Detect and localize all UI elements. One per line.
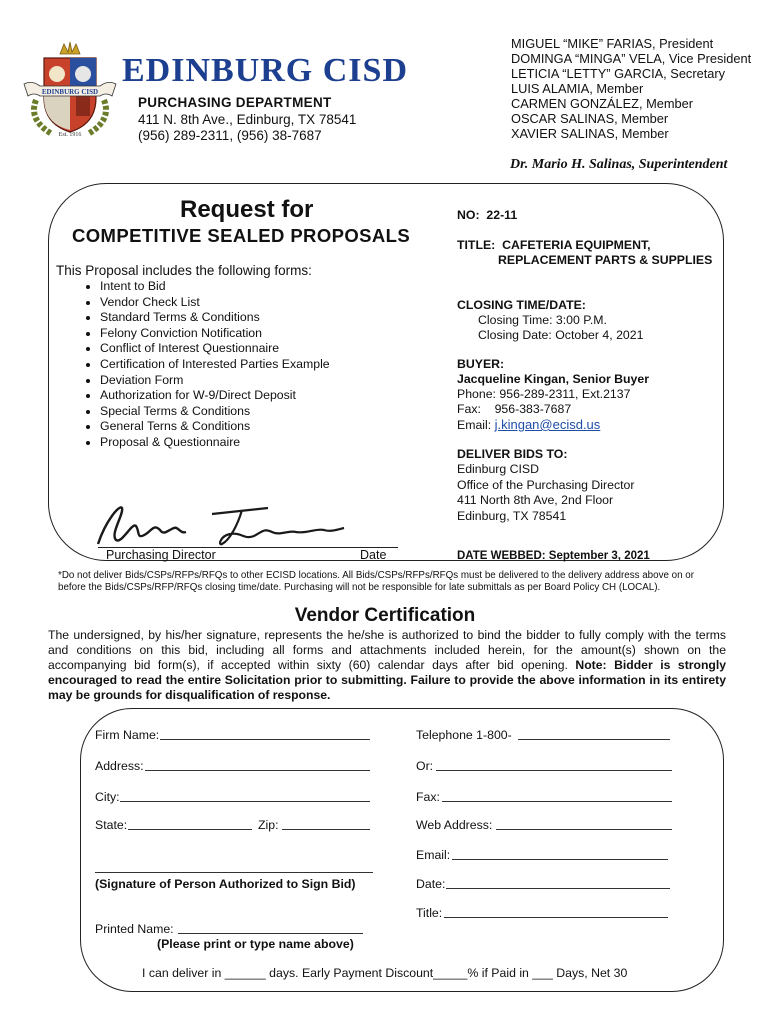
buyer-label: BUYER: <box>457 357 505 371</box>
fax-label: Fax: <box>416 790 440 804</box>
bid-title <box>457 238 651 254</box>
list-item: • Certification of Interested Parties Example <box>100 357 330 373</box>
buyer-email-row <box>457 417 600 434</box>
department-name: PURCHASING DEPARTMENT <box>138 95 332 110</box>
list-item: • Standard Terms & Conditions <box>100 310 330 326</box>
bid-title-label: TITLE: <box>457 238 496 252</box>
state-field[interactable] <box>128 829 252 830</box>
list-item: • Vendor Check List <box>100 295 330 311</box>
closing-label: CLOSING TIME/DATE: <box>457 298 586 312</box>
vendor-cert-note: Note: Bidder is strongly encouraged to read the entire Solicitation prior to submitting. Failure to provide the above information in its entirety may be grounds for disqualification of response. <box>48 658 727 702</box>
board-member: DOMINGA “MINGA” VELA, Vice President <box>511 51 752 66</box>
board-member: CARMEN GONZÁLEZ, Member <box>511 96 694 111</box>
deliver-line: Edinburg CISD <box>457 462 540 476</box>
forms-list <box>78 279 330 451</box>
telephone-field[interactable] <box>518 739 670 740</box>
board-members <box>511 36 761 141</box>
vendor-cert-body <box>48 628 726 703</box>
bid-title-line2: REPLACEMENT PARTS & SUPPLIES <box>498 253 713 267</box>
list-item: • Deviation Form <box>100 373 330 389</box>
buyer-phone: Phone: 956-289-2311, Ext.2137 <box>457 387 631 401</box>
zip-label: Zip: <box>258 818 279 832</box>
buyer-name: Jacqueline Kingan, Senior Buyer <box>457 372 650 386</box>
board-member: OSCAR SALINAS, Member <box>511 111 669 126</box>
web-address-label: Web Address: <box>416 818 493 832</box>
firm-name-label: Firm Name: <box>95 728 160 742</box>
superintendent: Dr. Mario H. Salinas, Superintendent <box>510 157 728 172</box>
board-member: LETICIA “LETTY” GARCIA, Secretary <box>511 66 726 81</box>
signature-label: (Signature of Person Authorized to Sign Bid) <box>95 877 356 891</box>
fax-field[interactable] <box>442 801 672 802</box>
request-title: Request for <box>180 196 314 223</box>
deliver-line: Edinburg, TX 78541 <box>457 508 567 523</box>
list-item: • Authorization for W-9/Direct Deposit <box>100 388 330 404</box>
city-label: City: <box>95 790 120 804</box>
list-item: • Intent to Bid <box>100 279 330 295</box>
buyer-email-link[interactable]: j.kingan@ecisd.us <box>494 417 601 432</box>
bid-number-label: NO: <box>457 208 480 222</box>
logo-est-text: Est. 1916 <box>58 132 82 138</box>
department-address <box>138 112 356 144</box>
includes-text: This Proposal includes the following forms: <box>56 263 312 278</box>
deliver-address <box>457 462 634 524</box>
list-item: • Proposal & Questionnaire <box>100 435 330 451</box>
address-label: Address: <box>95 759 144 773</box>
or-phone-field[interactable] <box>436 770 672 771</box>
zip-field[interactable] <box>282 829 370 830</box>
date-label: Date: <box>416 877 446 891</box>
delivery-disclaimer: *Do not deliver Bids/CSPs/RFPs/RFQs to other ECISD locations. All Bids/CSPs/RFPs/RFQs must be delivered to the delivery address above on or before the Bids/CSPs/RFP/RFQs closing time/date. Purchasing will not be responsible for late submittals as per Board Policy CH (LOCAL). <box>58 570 694 593</box>
phone-line: (956) 289-2311, (956) 38-7687 <box>138 128 322 143</box>
email-label: Email: <box>416 848 451 862</box>
list-item: • Conflict of Interest Questionnaire <box>100 341 330 357</box>
buyer-email-label: Email: <box>457 418 492 432</box>
board-member: XAVIER SALINAS, Member <box>511 126 669 141</box>
request-subtitle: COMPETITIVE SEALED PROPOSALS <box>72 225 411 246</box>
telephone-label: Telephone 1-800- <box>416 728 512 742</box>
printed-name-label: Printed Name: <box>95 922 174 936</box>
buyer-fax: Fax: 956-383-7687 <box>457 402 572 416</box>
list-item: • General Terns & Conditions <box>100 419 330 435</box>
board-member: LUIS ALAMIA, Member <box>511 81 644 96</box>
city-field[interactable] <box>120 801 370 802</box>
state-label: State: <box>95 818 128 832</box>
purchasing-director-label: Purchasing Director <box>106 548 216 562</box>
bid-number-value: 22-11 <box>486 208 518 222</box>
address-line: 411 N. 8th Ave., Edinburg, TX 78541 <box>138 112 357 127</box>
vendor-cert-title: Vendor Certification <box>294 605 476 626</box>
title-label: Title: <box>416 906 443 920</box>
address-field[interactable] <box>145 770 370 771</box>
printed-name-note: (Please print or type name above) <box>157 937 354 951</box>
closing-time: Closing Time: 3:00 P.M. <box>478 313 607 327</box>
printed-name-field[interactable] <box>178 933 363 934</box>
deliver-line: 411 North 8th Ave, 2nd Floor <box>457 493 614 507</box>
district-logo <box>22 40 118 140</box>
director-signature <box>92 500 352 548</box>
board-member: MIGUEL “MIKE” FARIAS, President <box>511 36 714 51</box>
bid-number <box>457 208 517 224</box>
logo-banner-text: EDINBURG CISD <box>41 88 99 96</box>
or-label: Or: <box>416 759 434 773</box>
title-field[interactable] <box>444 917 668 918</box>
date-field[interactable] <box>446 888 670 889</box>
list-item: • Special Terms & Conditions <box>100 404 330 420</box>
director-date-label: Date <box>360 548 387 562</box>
vendor-cert-text: The undersigned, by his/her signature, represents the he/she is authorized to bind the bidder to fully comply with the terms and conditions on this bid, including all forms and attachments included herein, for the amount(s) shown on the accompanying bid form(s), if accepted within sixty (60) calendar days after bid opening. <box>48 628 726 672</box>
web-address-field[interactable] <box>496 829 672 830</box>
list-item: • Felony Conviction Notification <box>100 326 330 342</box>
delivery-terms: I can deliver in ______ days. Early Payment Discount_____% if Paid in ___ Days, Net 30 <box>142 966 628 980</box>
firm-name-field[interactable] <box>160 739 370 740</box>
date-webbed: DATE WEBBED: September 3, 2021 <box>457 550 650 562</box>
org-name: EDINBURG CISD <box>122 52 408 89</box>
bid-title-line1: CAFETERIA EQUIPMENT, <box>502 238 651 252</box>
deliver-label: DELIVER BIDS TO: <box>457 447 568 461</box>
closing-date: Closing Date: October 4, 2021 <box>478 328 644 342</box>
email-field[interactable] <box>452 859 668 860</box>
signature-field[interactable] <box>95 872 373 873</box>
deliver-line: Office of the Purchasing Director <box>457 477 635 492</box>
